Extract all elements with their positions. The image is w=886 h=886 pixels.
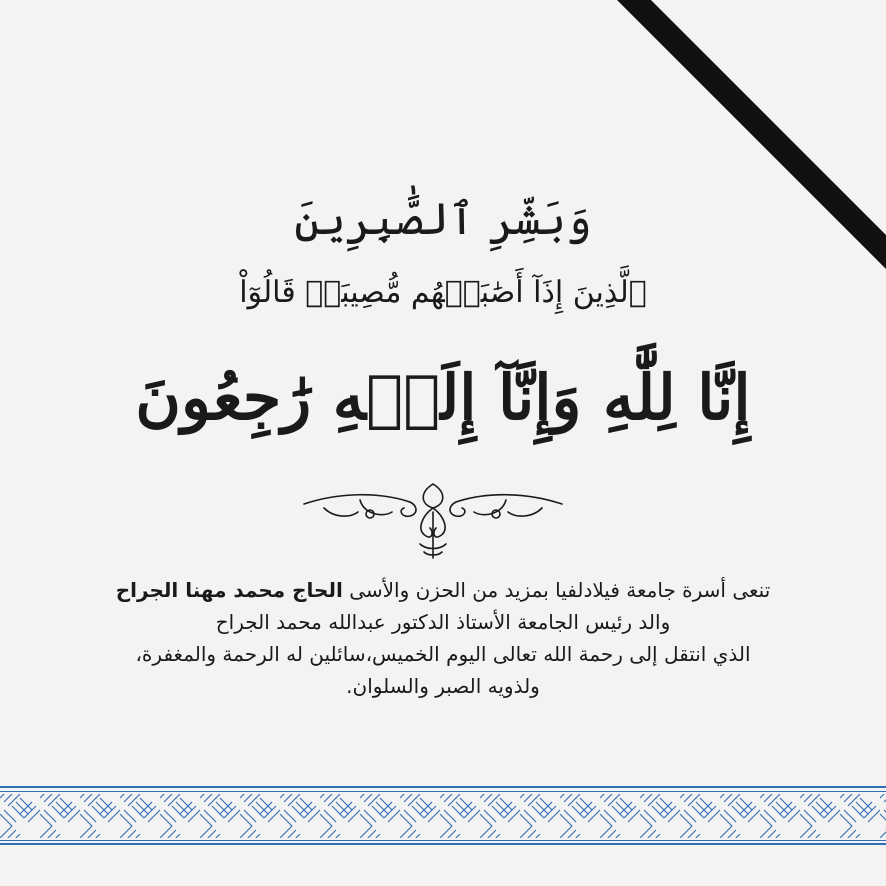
decorative-border-band (0, 786, 886, 846)
message-line-3: الذي انتقل إلى رحمة الله تعالى اليوم الخميس،سائلين له الرحمة والمغفرة، (135, 642, 751, 666)
message-line-2: والد رئيس الجامعة الأستاذ الدكتور عبدالله محمد الجراح (215, 610, 671, 634)
message-line-4: ولذويه الصبر والسلوان. (346, 674, 540, 698)
message-line-1 (40, 574, 846, 606)
quran-verse-line-3: إِنَّا لِلَّٰهِ وَإِنَّآ إِلَيۡهِ رَٰجِعُونَ (135, 361, 751, 434)
condolence-message (40, 574, 846, 702)
ornamental-divider-icon (300, 478, 566, 562)
quran-verse-line-1: وَبَشِّرِ ٱلصَّٰبِرِينَ (294, 194, 592, 245)
quran-verse-line-2: ٱلَّذِينَ إِذَآ أَصَٰبَتۡهُم مُّصِيبَةٞ قَالُوٓاْ (239, 275, 647, 310)
deceased-name: الحاج محمد مهنا الجراح (115, 578, 343, 602)
message-line-1-prefix: تنعى أسرة جامعة فيلادلفيا بمزيد من الحزن والأسى (342, 578, 771, 602)
